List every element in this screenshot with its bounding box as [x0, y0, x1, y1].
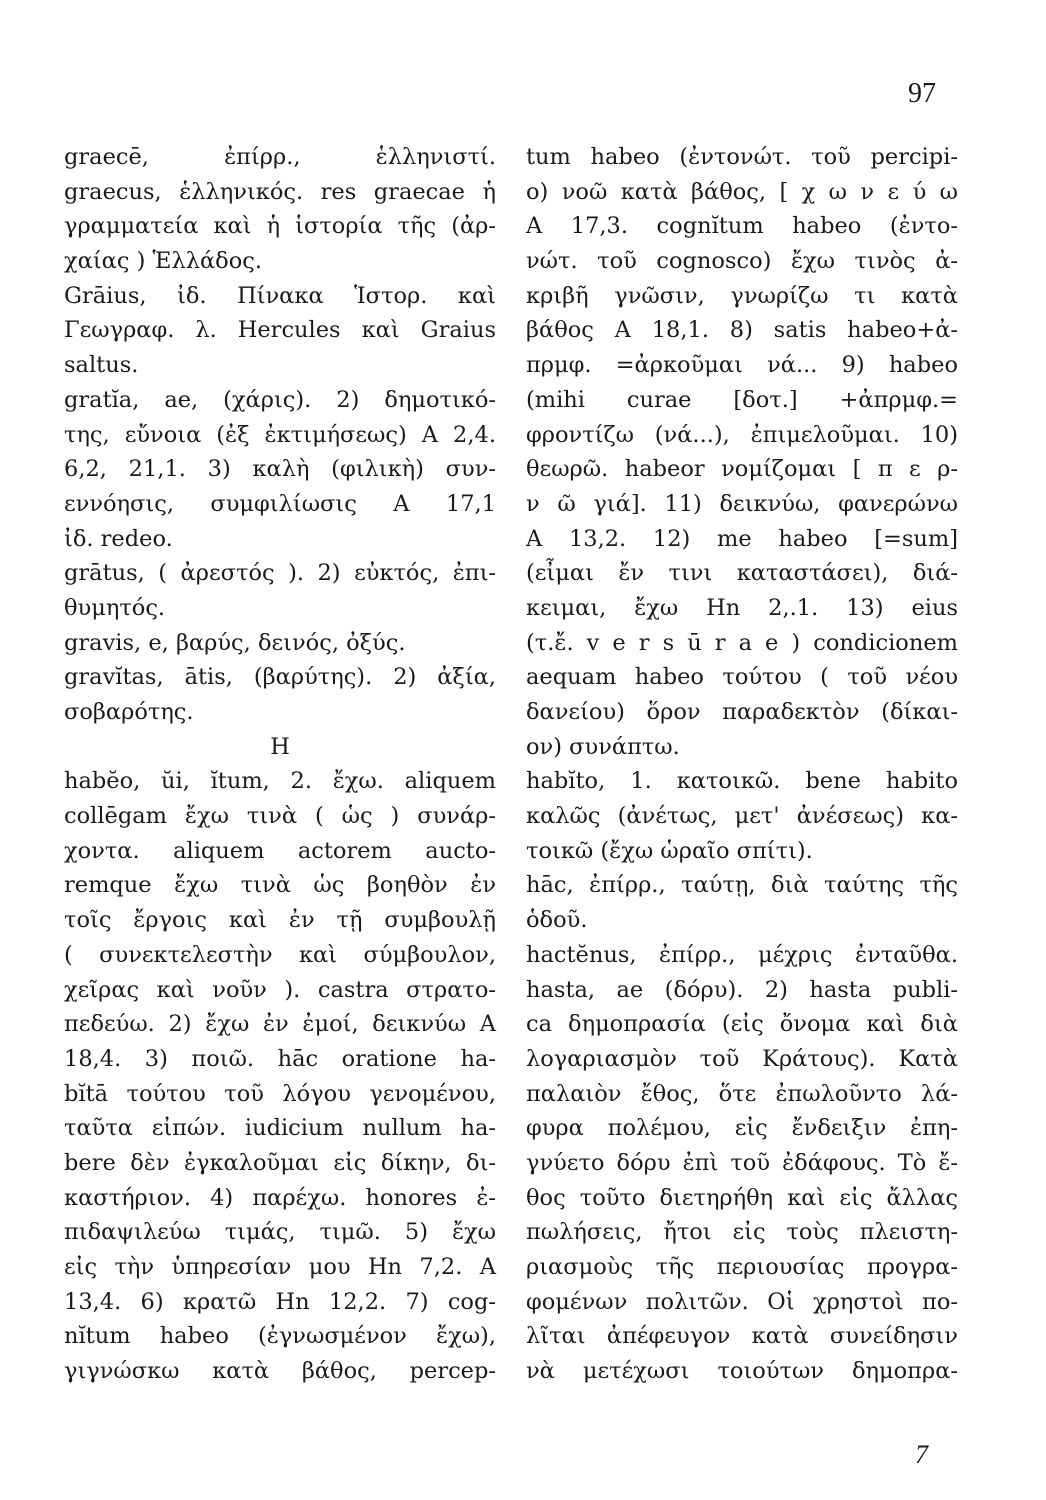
left-column: [64, 140, 496, 1389]
text-line: nĭtum habeo (ἐγνωσμένον ἔχω),: [64, 1323, 496, 1350]
text-line: πωλήσεις, ἤτοι εἰς τοὺς πλειστη-: [526, 1219, 958, 1246]
text-line: κριβῆ γνῶσιν, γνωρίζω τι κατὰ: [526, 282, 958, 309]
text-line: gratĭa, ae, (χάρις). 2) δημοτικό-: [64, 386, 496, 413]
text-line: (εἶμαι ἔν τινι καταστάσει), διά-: [526, 560, 958, 587]
text-line: πρμφ. =ἀρκοῦμαι νά... 9) habeo: [526, 352, 958, 379]
text-line: δανείου) ὅρον παραδεκτὸν (δίκαι-: [526, 699, 958, 725]
text-line: καστήριον. 4) παρέχω. honores ἐ-: [64, 1184, 496, 1211]
text-line: βάθος Α 18,1. 8) satis habeo+ἀ-: [526, 317, 958, 344]
text-line: παλαιὸν ἔθος, ὅτε ἐπωλοῦντο λά-: [526, 1080, 958, 1107]
text-line: θεωρῶ. habeor νομίζομαι [ π ε ρ-: [526, 456, 958, 483]
text-line: τοικῶ (ἔχω ὡραῖο σπίτι).: [526, 837, 813, 864]
text-line: νώτ. τοῦ cognosco) ἔχω τινὸς ἀ-: [526, 248, 958, 275]
text-line: Α 13,2. 12) me habeo [=sum]: [526, 525, 958, 552]
text-line: remque ἔχω τινὰ ὡς βοηθὸν ἐν: [64, 872, 496, 899]
text-line: grātus, ( ἀρεστός ). 2) εὐκτός, ἐπι-: [64, 560, 496, 587]
text-line: ν ῶ γιά]. 11) δεικνύω, φανερώνω: [526, 490, 958, 517]
text-line: φομένων πολιτῶν. Οἱ χρηστοὶ πο-: [526, 1288, 958, 1315]
page-number: 97: [908, 78, 936, 109]
text-line: λῖται ἀπέφευγον κατὰ συνείδησιν: [526, 1323, 958, 1350]
text-line: της, εὔνοια (ἐξ ἐκτιμήσεως) Α 2,4.: [64, 421, 496, 448]
text-line: tum habeo (ἐντονώτ. τοῦ percipi-: [526, 144, 958, 170]
text-line: γραμματεία καὶ ἡ ἱστορία τῆς (ἀρ-: [64, 213, 496, 240]
text-line: ταῦτα εἰπών. iudicium nullum ha-: [64, 1115, 496, 1142]
text-line: θος τοῦτο διετηρήθη καὶ εἰς ἄλλας: [526, 1184, 958, 1211]
text-line: o) νοῶ κατὰ βάθος, [ χ ω ν ε ύ ω: [526, 178, 958, 205]
text-line: τοῖς ἔργοις καὶ ἐν τῇ συμβουλῇ: [64, 907, 496, 934]
text-line: ὁδοῦ.: [526, 907, 588, 934]
text-line: bere δὲν ἐγκαλοῦμαι εἰς δίκην, δι-: [64, 1149, 496, 1176]
text-line: εννόησις, συμφιλίωσις Α 17,1: [64, 490, 496, 517]
right-column: [526, 140, 958, 1389]
text-line: γνύετο δόρυ ἐπὶ τοῦ ἐδάφους. Τὸ ἔ-: [526, 1149, 958, 1176]
text-line: θυμητός.: [64, 594, 166, 621]
text-line: πιδαψιλεύω τιμάς, τιμῶ. 5) ἔχω: [64, 1219, 496, 1246]
text-line: habĭto, 1. κατοικῶ. bene habito: [526, 768, 958, 795]
text-line: hactĕnus, ἐπίρρ., μέχρις ἐνταῦθα.: [526, 941, 958, 968]
text-line: 13,4. 6) κρατῶ Hn 12,2. 7) cog-: [64, 1288, 496, 1315]
text-line: κειμαι, ἔχω Hn 2,.1. 13) eius: [526, 594, 958, 621]
text-line: εἰς τὴν ὑπηρεσίαν μου Hn 7,2. Α: [64, 1254, 496, 1280]
text-line: gravĭtas, ātis, (βαρύτης). 2) ἀξία,: [64, 664, 496, 691]
text-line: γιγνώσκω κατὰ βάθος, percep-: [64, 1358, 496, 1385]
section-letter-heading: H: [270, 733, 290, 760]
text-line: collēgam ἔχω τινὰ ( ὡς ) συνάρ-: [64, 803, 496, 830]
text-line: Grāius, ἰδ. Πίνακα Ἱστορ. καὶ: [64, 282, 496, 309]
text-line: habĕo, ŭi, ĭtum, 2. ἔχω. aliquem: [64, 768, 496, 795]
text-line: Γεωγραφ. λ. Hercules καὶ Graius: [64, 317, 496, 344]
text-line: νὰ μετέχωσι τοιούτων δημοπρα-: [526, 1358, 958, 1385]
text-line: Α 17,3. cognĭtum habeo (ἐντο-: [526, 213, 958, 240]
text-line: (τ.ἔ. v e r s ū r a e ) condicionem: [526, 629, 958, 656]
text-line: 18,4. 3) ποιῶ. hāc oratione ha-: [64, 1045, 496, 1072]
text-line: φυρα πολέμου, εἰς ἔνδειξιν ἐπη-: [526, 1115, 958, 1142]
text-line: hāc, ἐπίρρ., ταύτῃ, διὰ ταύτης τῆς: [526, 872, 958, 899]
text-line: ριασμοὺς τῆς περιουσίας προγρα-: [526, 1254, 958, 1280]
text-line: graecus, ἑλληνικός. res graecae ἡ: [64, 178, 496, 205]
text-line: hasta, ae (δόρυ). 2) hasta publi-: [526, 976, 958, 1003]
text-line: aequam habeo τούτου ( τοῦ νέου: [526, 664, 958, 691]
text-line: ( συνεκτελεστὴν καὶ σύμβουλον,: [64, 941, 496, 968]
text-line: 6,2, 21,1. 3) καλὴ (φιλικὴ) συν-: [64, 456, 496, 483]
text-line: gravis, e, βαρύς, δεινός, ὀξύς.: [64, 629, 406, 656]
text-line: πεδεύω. 2) ἔχω ἐν ἐμοί, δεικνύω Α: [64, 1011, 496, 1038]
text-line: φροντίζω (νά...), ἐπιμελοῦμαι. 10): [526, 421, 958, 448]
text-line: ἰδ. redeo.: [64, 525, 173, 552]
text-line: χαίας ) Ἑλλάδος.: [64, 248, 263, 275]
text-line: saltus.: [64, 352, 139, 379]
text-line: χοντα. aliquem actorem aucto-: [64, 837, 496, 864]
text-line: graecē, ἐπίρρ., ἑλληνιστί.: [64, 144, 496, 170]
signature-mark: 7: [915, 1440, 928, 1469]
text-line: ca δημοπρασία (εἰς ὄνομα καὶ διὰ: [526, 1011, 958, 1038]
text-line: bĭtā τούτου τοῦ λόγου γενομένου,: [64, 1080, 496, 1107]
text-line: σοβαρότης.: [64, 699, 194, 725]
text-line: λογαριασμὸν τοῦ Κράτους). Κατὰ: [526, 1045, 958, 1072]
text-line: (mihi curae [δοτ.] +ἀπρμφ.=: [526, 386, 958, 413]
text-line: χεῖρας καὶ νοῦν ). castra στρατο-: [64, 976, 496, 1003]
text-line: ον) συνάπτω.: [526, 733, 680, 760]
text-line: καλῶς (ἀνέτως, μετ' ἀνέσεως) κα-: [526, 803, 958, 830]
